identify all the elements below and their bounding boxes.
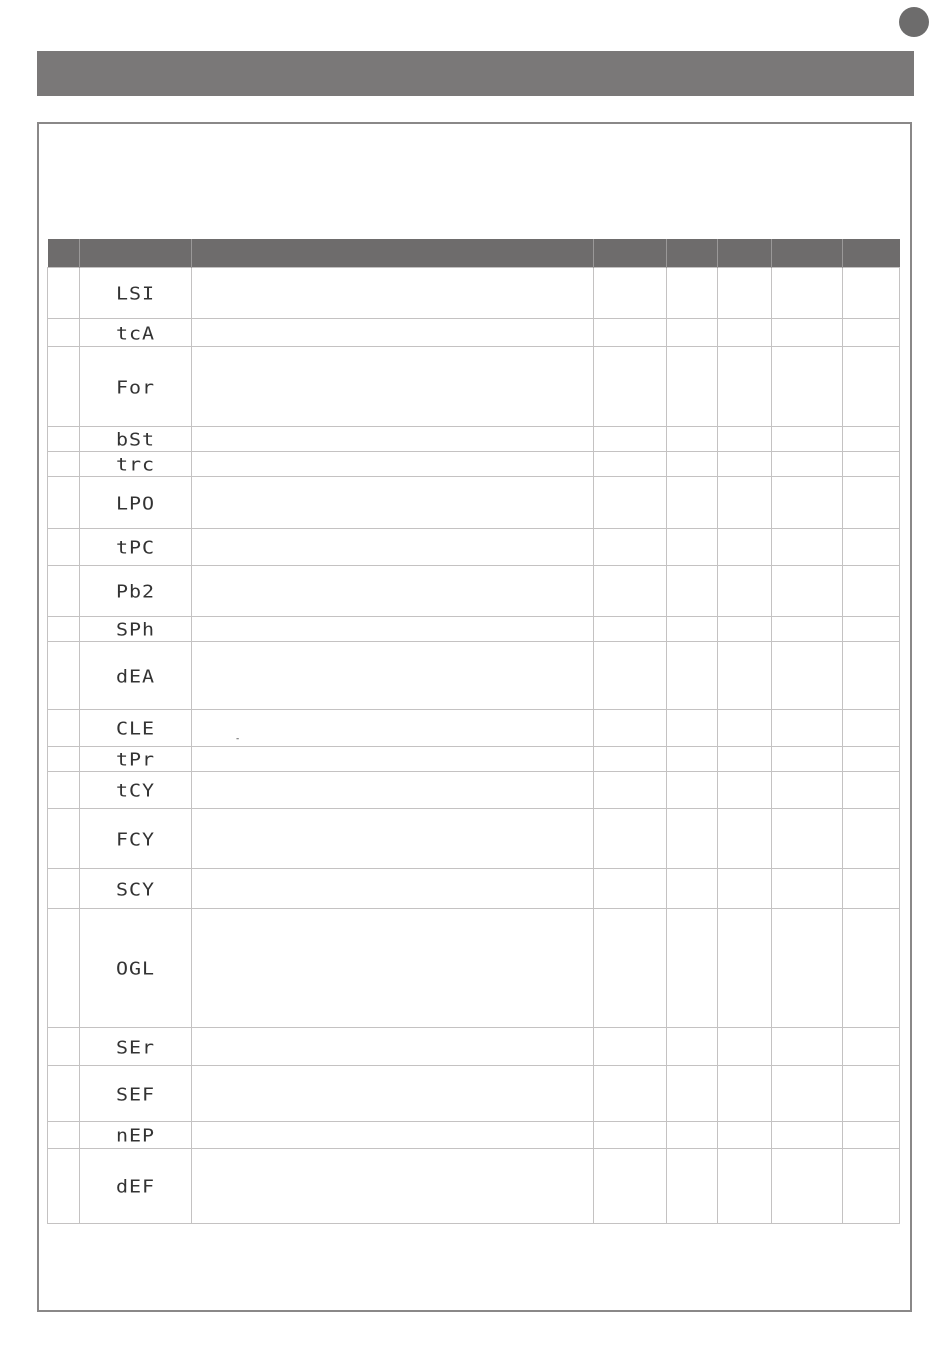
section-header-bar (37, 51, 914, 96)
table-row (48, 617, 900, 642)
parameter-code: CLE (115, 717, 156, 739)
parameter-code: SCY (115, 877, 156, 900)
table-row (48, 642, 900, 710)
parameter-code: tCY (115, 779, 156, 801)
table-row (48, 347, 900, 427)
table-row (48, 710, 900, 747)
parameter-code: bSt (115, 428, 156, 450)
header-cell-parameter (80, 239, 192, 268)
table-row (48, 1028, 900, 1066)
table-row (48, 566, 900, 617)
parameter-code: tPC (115, 536, 156, 558)
parameter-code: OGL (115, 957, 156, 979)
table-row (48, 747, 900, 772)
table-row (48, 1122, 900, 1149)
description-mark: - (236, 733, 240, 744)
table-row (48, 477, 900, 529)
parameter-code: For (115, 375, 156, 398)
parameters-table (47, 239, 900, 1224)
header-cell-col7 (772, 239, 843, 268)
parameter-code: LSI (115, 282, 156, 304)
parameter-code: tPr (115, 748, 156, 770)
parameter-code: trc (115, 453, 156, 475)
table-row (48, 809, 900, 869)
header-cell-col8 (843, 239, 900, 268)
table-row (48, 869, 900, 909)
header-cell-col6 (718, 239, 772, 268)
page-number-badge (899, 7, 929, 37)
table-row (48, 452, 900, 477)
parameter-code: Pb2 (115, 580, 156, 602)
table-row (48, 319, 900, 347)
table-row (48, 529, 900, 566)
parameter-code: SEr (115, 1035, 156, 1058)
table-row (48, 772, 900, 809)
table-row (48, 427, 900, 452)
parameter-code: SPh (115, 618, 156, 640)
header-cell-description (192, 239, 594, 268)
parameter-code: LPO (115, 491, 156, 514)
table-row (48, 268, 900, 319)
parameter-code: dEF (115, 1175, 156, 1197)
header-cell-col4 (594, 239, 667, 268)
header-cell-col5 (667, 239, 718, 268)
parameter-code: SEF (115, 1082, 156, 1105)
table-row (48, 1149, 900, 1224)
table-row (48, 909, 900, 1028)
parameter-code: nEP (115, 1124, 156, 1146)
table-header-row (48, 239, 900, 268)
parameter-code: FCY (115, 827, 156, 850)
parameter-code: tcA (115, 321, 156, 344)
table-row (48, 1066, 900, 1122)
parameter-code: dEA (115, 664, 156, 687)
header-cell-index (48, 239, 80, 268)
